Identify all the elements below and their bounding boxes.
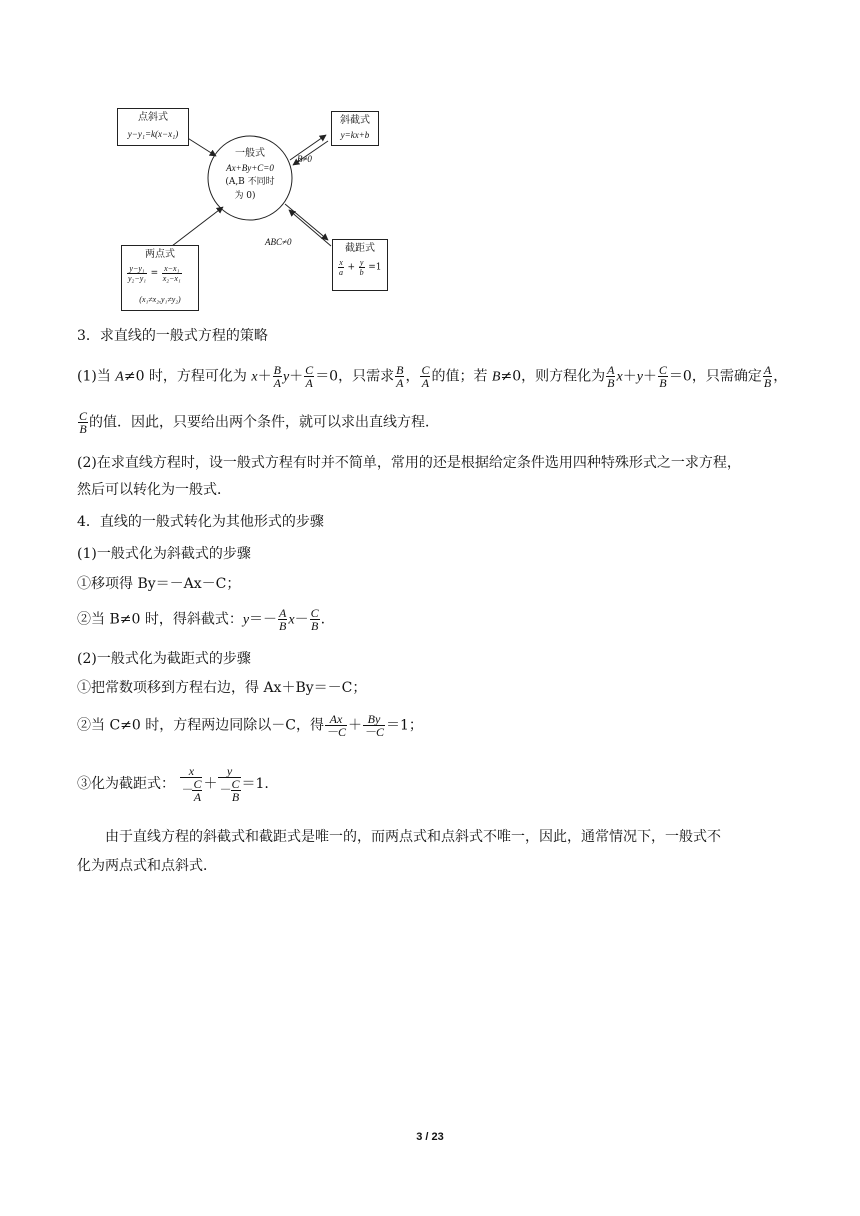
section-4-sub1: (1)一般式化为斜截式的步骤 — [77, 546, 251, 562]
general-title: 一般式 — [235, 148, 265, 159]
section-4-s2-step1: ①把常数项移到方程右边，得 Ax＋By＝－C； — [77, 680, 367, 696]
two-point-formula: $\frac{\text{y−y₁}}{\text{y₂−y₁}}$ = $\frac{\text{x−x₁}}{\text{x₂−x₁}}$ — [128, 264, 181, 283]
point-slope-title: 点斜式 — [138, 112, 168, 123]
label-b-neq-0: B≠0 — [297, 154, 312, 164]
section-3-p2-line1: (2)在求直线方程时，设一般式方程有时并不简单，常用的还是根据给定条件选用四种特殊形式之一求方程， — [77, 455, 741, 471]
intercept-title: 截距式 — [345, 243, 375, 254]
slope-intercept-formula: y=kx+b — [340, 130, 370, 140]
section-4-heading: 4．直线的一般式转化为其他形式的步骤 — [77, 514, 324, 530]
arrow-to-intercept — [285, 204, 328, 240]
section-4-s1-step1: ①移项得 By＝－Ax－C； — [77, 576, 241, 592]
section-4-s1-step2: ②当 B≠0 时，得斜截式：y＝－ $\frac{A}{B}$ x－ $\frac{C}{B}$ . — [77, 606, 326, 633]
general-condition-1: (A,B 不同时 — [225, 177, 275, 187]
two-point-box — [121, 245, 199, 311]
arrow-two-point — [172, 207, 223, 246]
slope-intercept-title: 斜截式 — [340, 115, 370, 126]
page-number: 3 / 23 — [416, 1131, 444, 1143]
section-4-s2-step2: ②当 C≠0 时，方程两边同除以－C，得 $\frac{Ax}{-C}$ ＋ $\frac{By}{-C}$ ＝1； — [77, 712, 423, 739]
intercept-formula: $\frac{x}{a}$ + $\frac{y}{b}$ =1 — [339, 258, 382, 277]
arrow-from-intercept — [289, 210, 331, 246]
section-3-p2-line2: 然后可以转化为一般式． — [77, 482, 231, 498]
slope-intercept-box — [331, 111, 379, 146]
conclusion-line2: 化为两点式和点斜式． — [77, 858, 217, 874]
point-slope-formula: y−y₁=k(x−x₁) — [127, 129, 179, 139]
section-3-p1-line2: $\frac{C}{B}$ 的值．因此，只要给出两个条件，就可以求出直线方程． — [79, 409, 440, 436]
general-formula: Ax+By+C=0 — [226, 163, 274, 173]
two-point-title: 两点式 — [145, 249, 175, 260]
intercept-eq: =1 — [368, 262, 382, 273]
section-4-s2-step3: ③化为截距式： x － $\frac{C}{A}$ ＋ y － $\frac{C}{B}$ ＝1. — [77, 764, 269, 804]
conclusion-line1: 由于直线方程的斜截式和截距式是唯一的，而两点式和点斜式不唯一，因此，通常情况下，一般式不 — [105, 829, 721, 845]
label-abc-neq-0: ABC≠0 — [265, 237, 292, 247]
intercept-box — [332, 239, 388, 291]
two-point-condition: (x₁≠x₂,y₁≠y₂) — [139, 295, 181, 304]
section-3-heading: 3．求直线的一般式方程的策略 — [77, 328, 268, 344]
general-condition-2: 为 0) — [234, 191, 256, 201]
section-3-p1-line1: (1)当 A≠0 时，方程可化为 x＋ $\frac{B}{A}$ y＋ $\frac{C}{A}$ ＝0，只需求 $\frac{B}{A}$ ， $\frac{C}{A}$ 的值；若 B≠0，则方程化为 $\frac{A}{B}$ x＋y＋ $\frac{C}{B}$ ＝0，只需确定 $\frac{A}{B}$ ， — [77, 363, 788, 390]
section-4-sub2: (2)一般式化为截距式的步骤 — [77, 651, 251, 667]
point-slope-box — [117, 108, 189, 146]
